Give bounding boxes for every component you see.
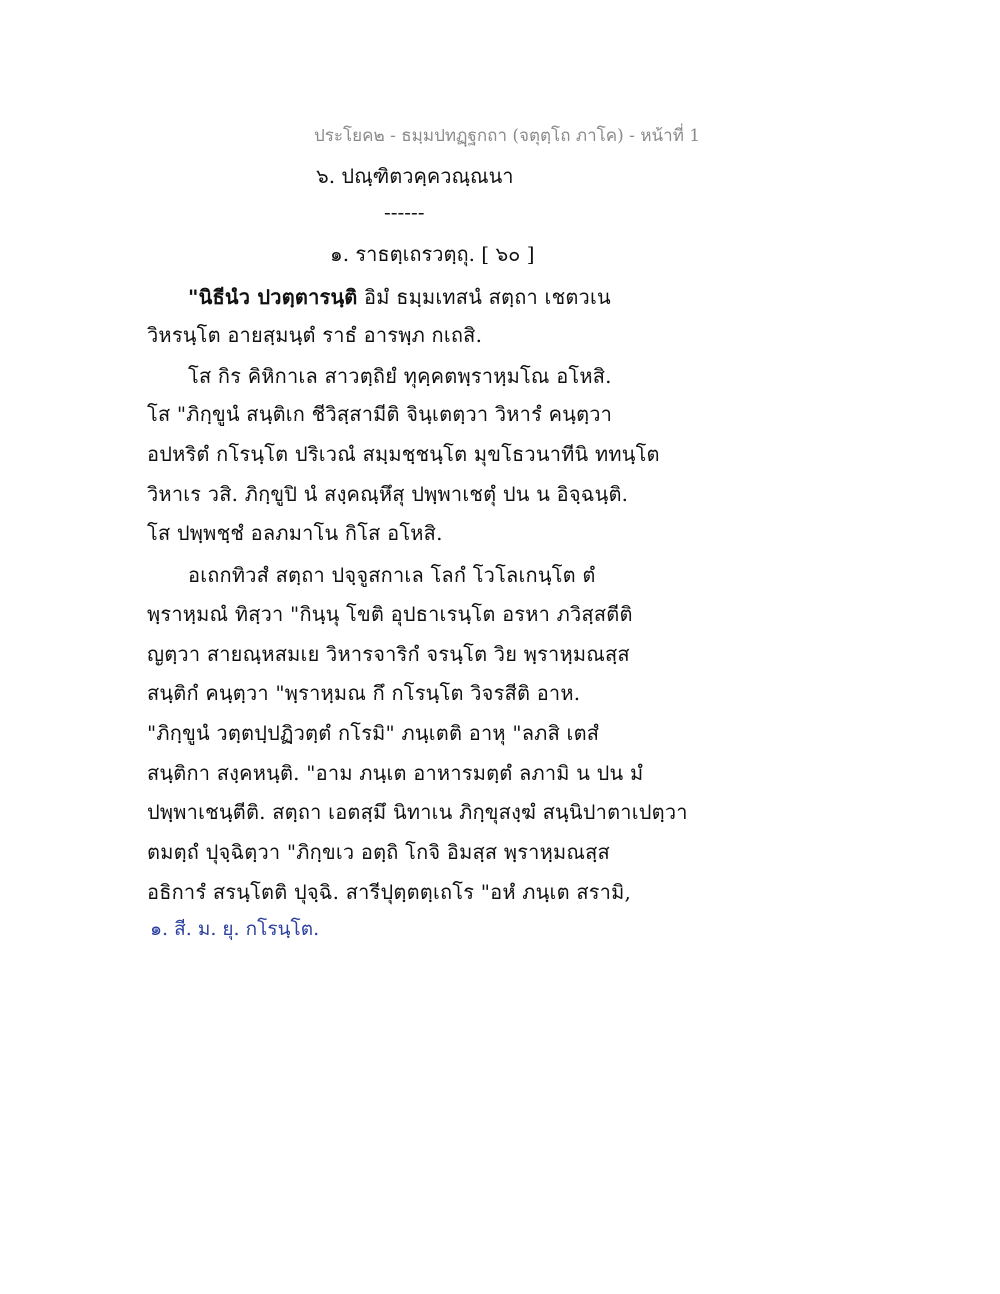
body-line-text: อิมํ ธมฺมเทสนํ สตฺถา เชตวเน (357, 285, 611, 309)
body-line: อปหริตํ กโรนฺโต ปริเวณํ สมฺมชฺชนฺโต มุขโธวนาทีนิ ททนฺโต (147, 442, 660, 466)
body-line: โส ปพฺพชฺชํ อลภมาโน กิโส อโหสิ. (147, 521, 443, 545)
body-line: อเถกทิวสํ สตฺถา ปจฺจูสกาเล โลกํ โวโลเกนฺโต ตํ (188, 563, 596, 587)
body-line: สนฺติกา สงฺคหนฺติ. "อาม ภนฺเต อาหารมตฺตํ ลภามิ น ปน มํ (147, 761, 644, 785)
body-line: ปพฺพาเชนฺตีติ. สตฺถา เอตสฺมึ นิทาเน ภิกฺขุสงฺฆํ สนฺนิปาตาเปตฺวา (147, 800, 688, 824)
body-line: โส กิร คิหิกาเล สาวตฺถิยํ ทุคฺคตพฺราหฺมโณ อโหสิ. (188, 364, 612, 388)
body-line: สนฺติกํ คนฺตฺวา "พฺราหฺมณ กึ กโรนฺโต วิจรสีติ อาห. (147, 681, 581, 705)
verse-citation: "นิธีนํว ปวตฺตารนฺติ (188, 285, 358, 309)
body-line: ตมตฺถํ ปุจฺฉิตฺวา "ภิกฺขเว อตฺถิ โกจิ อิมสฺส พฺราหฺมณสฺส (147, 840, 610, 864)
body-line: ญตฺวา สายณฺหสมเย วิหารจาริกํ จรนฺโต วิย พฺราหฺมณสฺส (147, 642, 630, 666)
body-line: อธิการํ สรนฺโตติ ปุจฺฉิ. สารีปุตฺตตฺเถโร "อหํ ภนฺเต สรามิ, (147, 880, 632, 904)
body-line: พฺราหฺมณํ ทิสฺวา "กินฺนุ โขติ อุปธาเรนฺโต อรหา ภวิสฺสตีติ (147, 602, 633, 626)
page-header: ประโยค๒ - ธมฺมปทฏฺฐกถา (จตุตฺโถ ภาโค) - หน้าที่ 1 (314, 126, 701, 146)
body-line: วิหาเร วสิ. ภิกฺขูปิ นํ สงฺคณฺหึสุ ปพฺพาเชตุํ ปน น อิจฺฉนฺติ. (147, 482, 629, 506)
body-line: "ภิกฺขูนํ วตฺตปฺปฏิวตฺตํ กโรมิ" ภนฺเตติ อาหุ "ลภสิ เตสํ (147, 721, 600, 745)
footnote: ๑. สี. ม. ยุ. กโรนฺโต. (150, 918, 320, 940)
title-divider: ------ (384, 200, 425, 224)
chapter-title: ๖. ปณฺฑิตวคฺควณฺณนา (316, 164, 514, 188)
body-line (188, 281, 611, 313)
body-line: วิหรนฺโต อายสฺมนฺตํ ราธํ อารพฺภ กเถสิ. (147, 323, 483, 347)
body-line: โส "ภิกฺขูนํ สนฺติเก ชีวิสฺสามีติ จินฺเตตฺวา วิหารํ คนฺตฺวา (147, 402, 613, 426)
story-title: ๑. ราธตฺเถรวตฺถุ. [ ๖๐ ] (330, 242, 535, 266)
